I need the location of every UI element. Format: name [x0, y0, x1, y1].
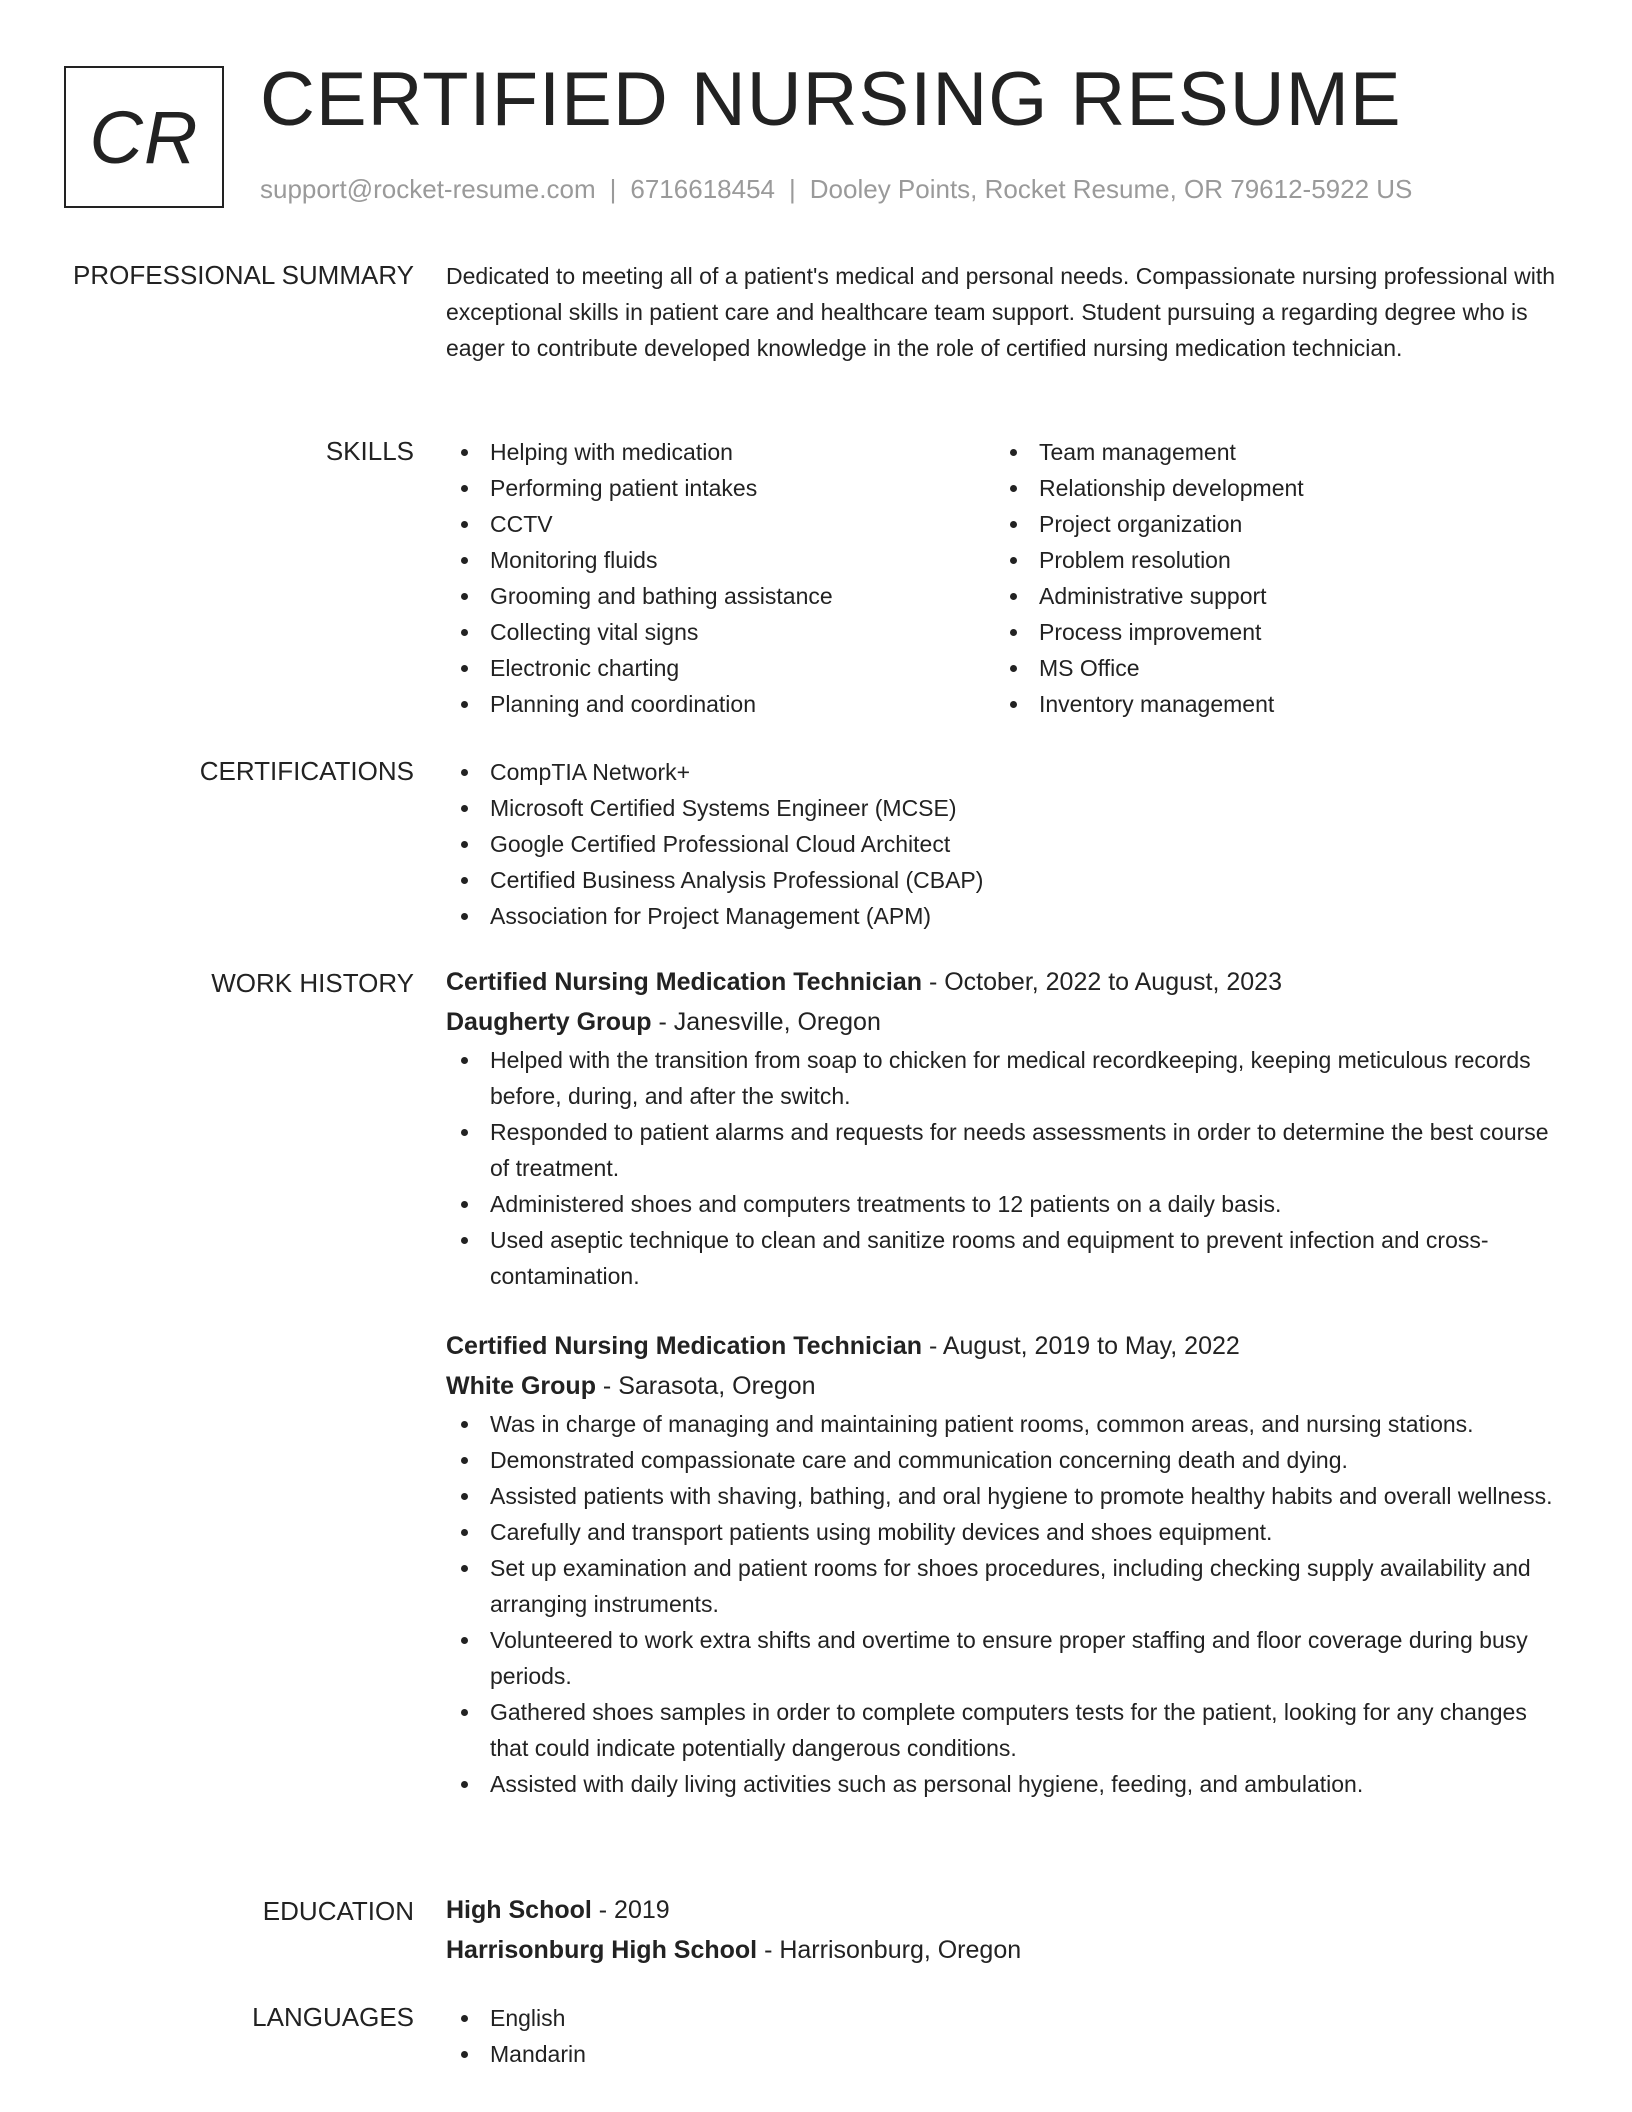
list-item: Monitoring fluids: [446, 542, 995, 578]
list-item: Collecting vital signs: [446, 614, 995, 650]
list-item: Responded to patient alarms and requests for needs assessments in order to determine the best course of treatment.: [446, 1114, 1566, 1186]
summary-text: Dedicated to meeting all of a patient's medical and personal needs. Compassionate nursing professional with exceptional skills in patient care and healthcare team support. Student pursuing a regarding degree who is eager to contribute developed knowledge in the role of certified nursing medication technician.: [446, 263, 1556, 361]
list-item: English: [446, 2000, 1566, 2036]
job-duties: [446, 1406, 1566, 1802]
section-label: SKILLS: [325, 436, 414, 466]
certifications-list: [446, 754, 1566, 934]
job-company-line: [446, 1002, 1566, 1042]
section-body: [446, 754, 1566, 934]
education-school-line: [446, 1930, 1566, 1970]
section-label: EDUCATION: [262, 1896, 414, 1926]
section-body: [446, 258, 1566, 366]
list-item: Assisted with daily living activities such as personal hygiene, feeding, and ambulation.: [446, 1766, 1566, 1802]
list-item: Volunteered to work extra shifts and overtime to ensure proper staffing and floor coverage during busy periods.: [446, 1622, 1566, 1694]
job-entry: [446, 1326, 1566, 1802]
contact-email: support@rocket-resume.com: [260, 174, 596, 204]
education-year: - 2019: [591, 1896, 670, 1924]
job-duties: [446, 1042, 1566, 1294]
list-item: Set up examination and patient rooms for shoes procedures, including checking supply availability and arranging instruments.: [446, 1550, 1566, 1622]
list-item: Was in charge of managing and maintaining patient rooms, common areas, and nursing stations.: [446, 1406, 1566, 1442]
list-item: Google Certified Professional Cloud Architect: [446, 826, 1566, 862]
list-item: Helped with the transition from soap to chicken for medical recordkeeping, keeping meticulous records before, during, and after the switch.: [446, 1042, 1566, 1114]
list-item: Process improvement: [995, 614, 1544, 650]
job-location: - Sarasota, Oregon: [595, 1372, 816, 1400]
list-item: Demonstrated compassionate care and communication concerning death and dying.: [446, 1442, 1566, 1478]
contact-line: [260, 174, 1412, 205]
section-label: LANGUAGES: [252, 2002, 414, 2032]
section-label: CERTIFICATIONS: [199, 756, 414, 786]
list-item: CCTV: [446, 506, 995, 542]
section-body: [446, 2000, 1566, 2072]
section-label: WORK HISTORY: [211, 968, 414, 998]
list-item: CompTIA Network+: [446, 754, 1566, 790]
contact-separator: |: [789, 174, 796, 204]
job-dates: - October, 2022 to August, 2023: [922, 968, 1282, 996]
list-item: Team management: [995, 434, 1544, 470]
list-item: Helping with medication: [446, 434, 995, 470]
list-item: Microsoft Certified Systems Engineer (MCSE): [446, 790, 1566, 826]
section-label: PROFESSIONAL SUMMARY: [73, 260, 414, 290]
list-item: Relationship development: [995, 470, 1544, 506]
education-degree-line: [446, 1890, 1566, 1930]
job-title: Certified Nursing Medication Technician: [446, 1332, 922, 1360]
list-item: Assisted patients with shaving, bathing, and oral hygiene to promote healthy habits and overall wellness.: [446, 1478, 1566, 1514]
list-item: Administered shoes and computers treatments to 12 patients on a daily basis.: [446, 1186, 1566, 1222]
list-item: Grooming and bathing assistance: [446, 578, 995, 614]
list-item: Carefully and transport patients using mobility devices and shoes equipment.: [446, 1514, 1566, 1550]
languages-list: [446, 2000, 1566, 2072]
job-dates: - August, 2019 to May, 2022: [922, 1332, 1240, 1360]
contact-phone: 6716618454: [630, 174, 775, 204]
list-item: MS Office: [995, 650, 1544, 686]
skills-list-left: [446, 434, 995, 722]
education-school: Harrisonburg High School: [446, 1936, 758, 1964]
education-degree: High School: [446, 1896, 592, 1924]
job-company: Daugherty Group: [446, 1008, 652, 1036]
section-body: [446, 962, 1566, 1802]
job-entry: [446, 962, 1566, 1294]
job-company-line: [446, 1366, 1566, 1406]
monogram: CR: [64, 66, 224, 208]
contact-separator: |: [609, 174, 617, 204]
list-item: Performing patient intakes: [446, 470, 995, 506]
section-body: [446, 1890, 1566, 1970]
education-location: - Harrisonburg, Oregon: [757, 1936, 1022, 1964]
job-title-line: [446, 962, 1566, 1002]
resume-title: CERTIFIED NURSING RESUME: [260, 57, 1402, 142]
list-item: Mandarin: [446, 2036, 1566, 2072]
job-title-line: [446, 1326, 1566, 1366]
list-item: Problem resolution: [995, 542, 1544, 578]
skills-columns: [446, 434, 1566, 722]
job-company: White Group: [446, 1372, 596, 1400]
job-location: - Janesville, Oregon: [651, 1008, 881, 1036]
list-item: Certified Business Analysis Professional (CBAP): [446, 862, 1566, 898]
list-item: Planning and coordination: [446, 686, 995, 722]
list-item: Association for Project Management (APM): [446, 898, 1566, 934]
list-item: Project organization: [995, 506, 1544, 542]
list-item: Electronic charting: [446, 650, 995, 686]
list-item: Administrative support: [995, 578, 1544, 614]
list-item: Inventory management: [995, 686, 1544, 722]
list-item: Used aseptic technique to clean and sanitize rooms and equipment to prevent infection and cross-contamination.: [446, 1222, 1566, 1294]
job-title: Certified Nursing Medication Technician: [446, 968, 922, 996]
skills-list-right: [995, 434, 1544, 722]
list-item: Gathered shoes samples in order to complete computers tests for the patient, looking for any changes that could indicate potentially dangerous conditions.: [446, 1694, 1566, 1766]
contact-address: Dooley Points, Rocket Resume, OR 79612-5922 US: [809, 174, 1413, 204]
